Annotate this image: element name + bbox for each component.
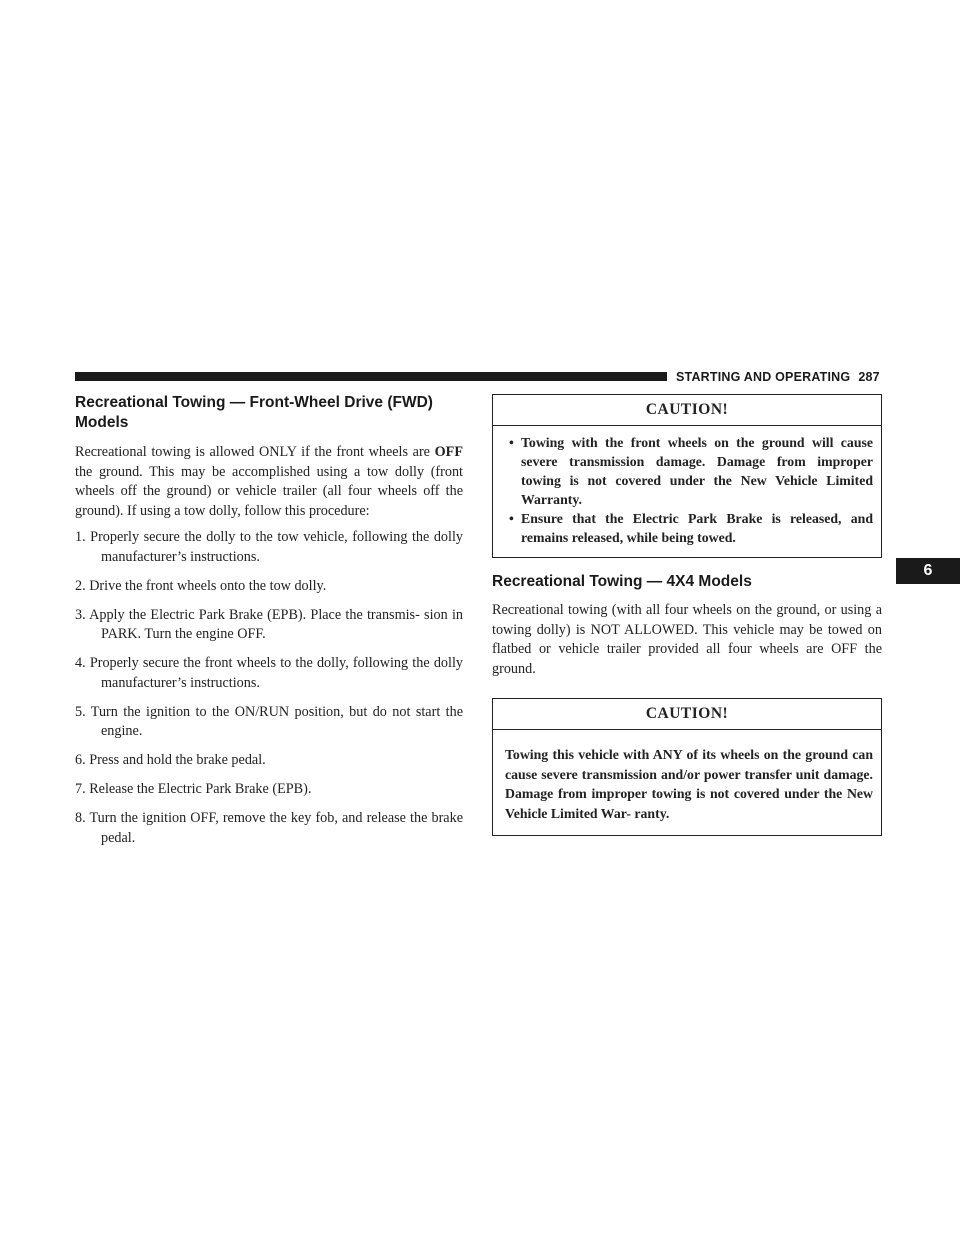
running-head [676, 368, 880, 386]
right-column [492, 394, 882, 836]
procedure-step: 8. Turn the ignition OFF, remove the key fob, and release the brake pedal. [75, 810, 463, 846]
chapter-tab: 6 [896, 558, 960, 584]
procedure-step: 5. Turn the ignition to the ON/RUN position, but do not start the engine. [75, 703, 463, 739]
intro-prefix: Recreational towing is allowed ONLY if the front wheels are [75, 444, 430, 460]
caution-body: Towing this vehicle with ANY of its wheels on the ground can cause severe transmission and/or power transfer unit damage. Damage from improper towing is not covered under the New Vehicle Limited War- ranty. [505, 747, 873, 821]
caution-bullets [493, 426, 881, 557]
bullet-icon: • [509, 511, 514, 526]
section-heading-4x4: Recreational Towing — 4X4 Models [492, 573, 752, 590]
procedure-step: 1. Properly secure the dolly to the tow vehicle, following the dolly manufacturer’s instructions. [75, 529, 463, 565]
procedure-step: 3. Apply the Electric Park Brake (EPB). Place the transmis- sion in PARK. Turn the engine OFF. [75, 606, 463, 642]
caution-title: CAUTION! [493, 395, 881, 426]
caution-bullet-text: Ensure that the Electric Park Brake is released, and remains released, while being towed. [521, 511, 873, 545]
left-column [75, 393, 463, 858]
intro-suffix: the ground. This may be accomplished using a tow dolly (front wheels off the ground) or vehicle trailer (all four wheels off the ground). If using a tow dolly, follow this procedure: [75, 463, 463, 519]
procedure-step: 2. Drive the front wheels onto the tow dolly. [75, 577, 327, 594]
running-head-section: STARTING AND OPERATING [676, 370, 851, 384]
section-heading-fwd: Recreational Towing — Front-Wheel Drive (FWD) Models [75, 394, 433, 431]
caution-box-4x4 [492, 698, 882, 836]
body-paragraph-4x4: Recreational towing (with all four wheels on the ground, or using a towing dolly) is NOT ALLOWED. This vehicle may be towed on flatbed or vehicle trailer provided all four wheels are OFF the ground. [492, 602, 882, 677]
procedure-step: 7. Release the Electric Park Brake (EPB). [75, 781, 312, 797]
procedure-step: 6. Press and hold the brake pedal. [75, 752, 266, 768]
procedure-step: 4. Properly secure the front wheels to the dolly, following the dolly manufacturer’s instructions. [75, 655, 463, 691]
header-rule [75, 372, 667, 381]
caution-title: CAUTION! [493, 699, 881, 730]
bullet-icon: • [509, 435, 514, 450]
page-number: 287 [858, 370, 880, 384]
caution-bullet-text: Towing with the front wheels on the ground will cause severe transmission damage. Damage from improper towing is not covered under the New Vehicle Limited Warranty. [521, 435, 873, 507]
caution-box-fwd [492, 394, 882, 558]
caution-bullet [503, 509, 873, 547]
caution-bullet [503, 433, 873, 509]
procedure-steps [75, 528, 463, 848]
intro-bold-off: OFF [434, 444, 463, 460]
intro-paragraph [75, 443, 463, 521]
